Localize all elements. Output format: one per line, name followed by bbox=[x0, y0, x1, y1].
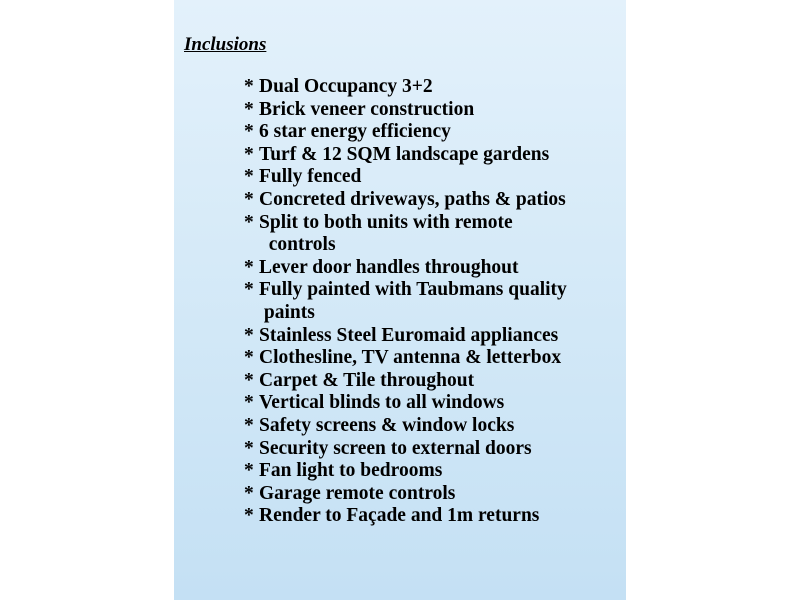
list-item-text: Safety screens & window locks bbox=[259, 414, 515, 436]
list-item-text: Concreted driveways, paths & patios bbox=[259, 188, 566, 210]
list-item-text: Split to both units with remote bbox=[259, 211, 513, 233]
bullet-marker: * bbox=[244, 256, 254, 278]
list-item-text: Turf & 12 SQM landscape gardens bbox=[259, 143, 550, 165]
list-item bbox=[244, 438, 567, 461]
bullet-marker: * bbox=[244, 369, 254, 391]
list-item-text: paints bbox=[259, 301, 315, 323]
list-item bbox=[244, 460, 567, 483]
list-item bbox=[244, 483, 567, 506]
list-item bbox=[244, 212, 567, 235]
list-item bbox=[244, 144, 567, 167]
list-item bbox=[244, 166, 567, 189]
list-item-text: Carpet & Tile throughout bbox=[259, 369, 475, 391]
bullet-marker: * bbox=[244, 460, 254, 482]
list-item-text: Brick veneer construction bbox=[259, 98, 475, 120]
bullet-marker: * bbox=[244, 482, 254, 504]
list-item bbox=[244, 99, 567, 122]
list-item-text: Render to Façade and 1m returns bbox=[259, 505, 540, 527]
bullet-marker: * bbox=[244, 347, 254, 369]
bullet-marker: * bbox=[244, 98, 254, 120]
page-title: Inclusions bbox=[184, 34, 267, 55]
list-item-text: Security screen to external doors bbox=[259, 437, 532, 459]
bullet-marker: * bbox=[244, 505, 254, 527]
list-item bbox=[244, 121, 567, 144]
bullet-marker bbox=[244, 302, 259, 325]
list-item-text: Clothesline, TV antenna & letterbox bbox=[259, 347, 562, 369]
list-item bbox=[244, 392, 567, 415]
inclusions-panel bbox=[174, 0, 626, 600]
list-item-text: Fan light to bedrooms bbox=[259, 460, 443, 482]
bullet-marker: * bbox=[244, 143, 254, 165]
bullet-marker: * bbox=[244, 392, 254, 414]
list-item-text: Dual Occupancy 3+2 bbox=[259, 76, 433, 97]
bullet-marker: * bbox=[244, 211, 254, 233]
bullet-marker: * bbox=[244, 121, 254, 143]
list-item-text: controls bbox=[259, 234, 336, 256]
list-item bbox=[244, 279, 567, 302]
list-item bbox=[244, 325, 567, 348]
bullet-marker: * bbox=[244, 414, 254, 436]
list-item-text: Stainless Steel Euromaid appliances bbox=[259, 324, 559, 346]
list-item bbox=[244, 257, 567, 280]
bullet-marker: * bbox=[244, 437, 254, 459]
bullet-marker: * bbox=[244, 188, 254, 210]
bullet-marker: * bbox=[244, 166, 254, 188]
list-item-continuation bbox=[244, 302, 567, 325]
list-item-continuation bbox=[244, 234, 567, 257]
list-item-text: Lever door handles throughout bbox=[259, 256, 519, 278]
list-item-text: 6 star energy efficiency bbox=[259, 121, 451, 143]
list-item-text: Fully painted with Taubmans quality bbox=[259, 279, 567, 301]
bullet-marker: * bbox=[244, 324, 254, 346]
list-item bbox=[244, 189, 567, 212]
bullet-marker bbox=[244, 234, 259, 257]
list-item bbox=[244, 370, 567, 393]
list-item bbox=[244, 415, 567, 438]
bullet-marker: * bbox=[244, 279, 254, 301]
list-item-text: Garage remote controls bbox=[259, 482, 456, 504]
list-item bbox=[244, 76, 567, 99]
list-item-text: Vertical blinds to all windows bbox=[259, 392, 505, 414]
bullet-marker: * bbox=[244, 76, 254, 97]
list-item-text: Fully fenced bbox=[259, 166, 362, 188]
inclusions-list bbox=[244, 76, 567, 528]
list-item bbox=[244, 505, 567, 528]
list-item bbox=[244, 347, 567, 370]
